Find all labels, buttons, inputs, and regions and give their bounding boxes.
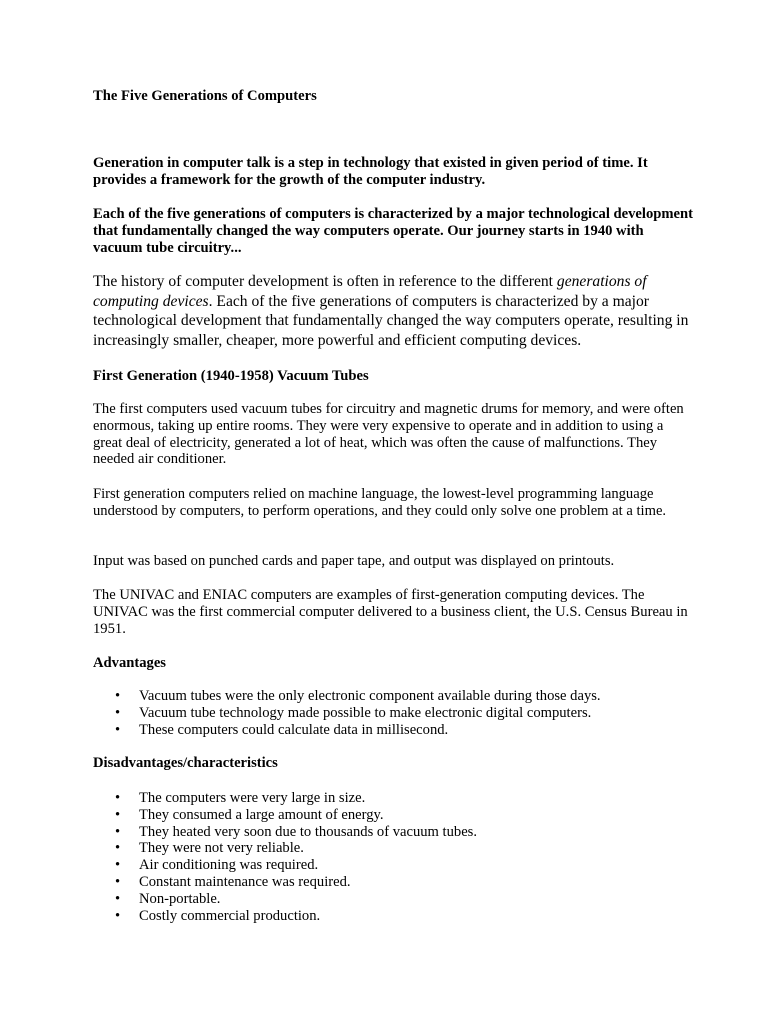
disadvantages-heading: Disadvantages/characteristics — [93, 755, 278, 771]
list-item — [93, 874, 693, 891]
bullet-icon: • — [115, 873, 121, 890]
list-item-text: Air conditioning was required. — [139, 857, 319, 874]
history-paragraph — [93, 272, 693, 350]
bullet-icon: • — [115, 823, 121, 840]
history-text-before: The history of computer development is often in reference to the different — [93, 273, 557, 290]
disadvantages-list — [93, 790, 693, 924]
bullet-icon: • — [115, 688, 121, 704]
list-item — [93, 891, 693, 908]
list-item — [93, 824, 693, 841]
input-output-paragraph: Input was based on punched cards and paper tape, and output was displayed on printouts. — [93, 553, 615, 569]
list-item — [93, 908, 693, 925]
intro-paragraph-1: Generation in computer talk is a step in technology that existed in given period of time. It provides a framework for the growth of the computer industry. — [93, 155, 648, 188]
document-title: The Five Generations of Computers — [93, 88, 317, 104]
list-item-text: These computers could calculate data in millisecond. — [139, 721, 449, 738]
history-text-italic: generations of computing devices — [93, 273, 647, 310]
list-item-text: The computers were very large in size. — [139, 790, 366, 806]
history-text-after: . Each of the five generations of computers is characterized by a major technological development that fundamentally changed the way computers operate, resulting in increasingly smaller, cheaper, more powerful and efficient computing devices. — [93, 292, 689, 349]
list-item-text: Costly commercial production. — [139, 907, 321, 924]
vacuum-tubes-paragraph: The first computers used vacuum tubes for circuitry and magnetic drums for memory, and were often enormous, taking up entire rooms. They were very expensive to operate and in addition to using a great deal of electricity, generated a lot of heat, which was often the cause of malfunctions. They needed air conditioner. — [93, 401, 684, 468]
list-item — [93, 705, 693, 722]
list-item — [93, 840, 693, 857]
advantages-heading: Advantages — [93, 655, 166, 671]
bullet-icon: • — [115, 704, 121, 721]
list-item-text: Non-portable. — [139, 890, 221, 907]
list-item-text: They heated very soon due to thousands of vacuum tubes. — [139, 823, 478, 840]
list-item — [93, 722, 693, 739]
list-item-text: They were not very reliable. — [139, 840, 304, 857]
bullet-icon: • — [115, 890, 121, 907]
list-item — [93, 688, 693, 705]
list-item — [93, 807, 693, 824]
intro-paragraph-2: Each of the five generations of computers is characterized by a major technological development that fundamentally changed the way computers operate. Our journey starts in 1940 with vacuum tube circuitry... — [93, 206, 693, 256]
bullet-icon: • — [115, 806, 121, 823]
list-item — [93, 857, 693, 874]
bullet-icon: • — [115, 840, 121, 857]
bullet-icon: • — [115, 857, 121, 874]
bullet-icon: • — [115, 790, 121, 806]
bullet-icon: • — [115, 907, 121, 924]
list-item-text: Constant maintenance was required. — [139, 873, 351, 890]
list-item-text: Vacuum tubes were the only electronic component available during those days. — [139, 688, 601, 704]
first-generation-heading: First Generation (1940-1958) Vacuum Tubes — [93, 368, 369, 384]
list-item-text: They consumed a large amount of energy. — [139, 806, 384, 823]
list-item-text: Vacuum tube technology made possible to make electronic digital computers. — [139, 704, 592, 721]
bullet-icon: • — [115, 721, 121, 738]
advantages-list — [93, 688, 693, 738]
machine-language-paragraph: First generation computers relied on machine language, the lowest-level programming language understood by computers, to perform operations, and they could only solve one problem at a time. — [93, 486, 667, 519]
list-item — [93, 790, 693, 807]
univac-paragraph: The UNIVAC and ENIAC computers are examples of first-generation computing devices. The UNIVAC was the first commercial computer delivered to a business client, the U.S. Census Bureau in 1951. — [93, 587, 688, 637]
